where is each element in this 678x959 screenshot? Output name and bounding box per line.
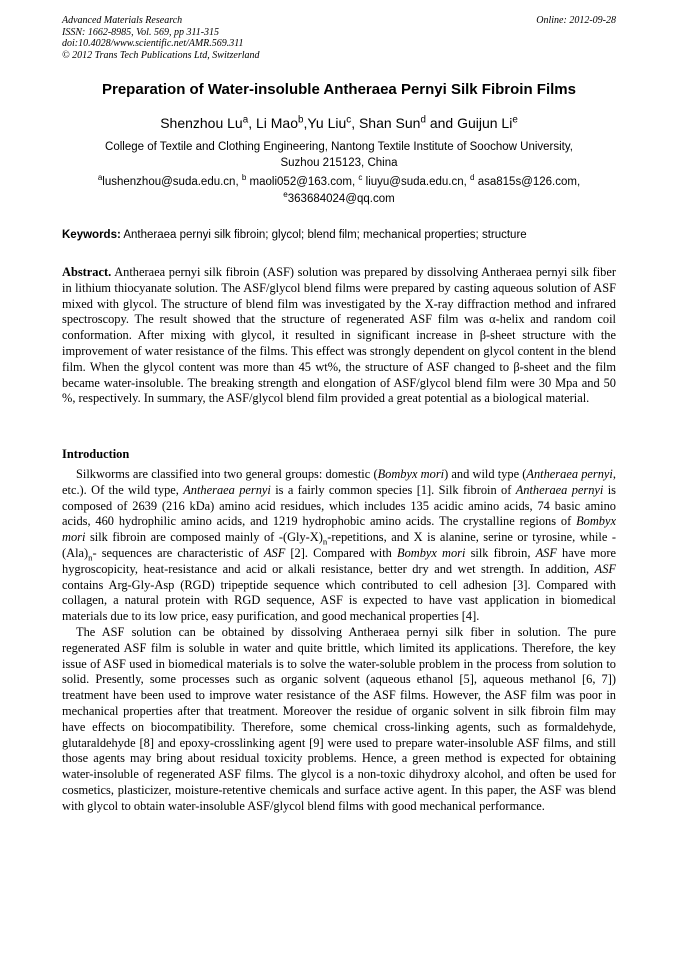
species-name: Antheraea pernyi (526, 467, 613, 481)
text-run: - sequences are characteristic of (92, 545, 264, 560)
paragraph (62, 467, 616, 625)
species-name: Bombyx mori (62, 514, 616, 545)
section-heading: Introduction (62, 447, 130, 461)
abstract-text: Antheraea pernyi silk fibroin (ASF) solution was prepared by dissolving Antheraea pernyi silk fiber in lithium thiocyanate solution. The ASF/glycol blend films were prepared by casting aqueous solution of ASF mixed with glycol. The structure of blend film was investigated by the X-ray diffraction method and infrared spectroscopy. The result showed that the structure of regenerated ASF film was α-helix and random coil conformation. After mixing with glycol, it resulted in significant increase in β-sheet structure with the improvement of water resistance of the films. This effect was strongly dependent on glycol content in the blend film. When the glycol content was more than 45 wt%, the structure of ASF changed to β-sheet and the film became water-insoluble. The breaking strength and elongation of ASF/glycol blend film were 30 Mpa and 50 %, respectively. In summary, the ASF/glycol blend film provided a great potential as a biological material. (62, 265, 616, 406)
abstract-label: Abstract. (62, 265, 112, 279)
email-mark: d (470, 173, 475, 183)
species-name: Bombyx mori (397, 545, 466, 560)
email-address[interactable]: lushenzhou@suda.edu.cn, (102, 176, 239, 188)
abbreviation: ASF (263, 545, 286, 560)
species-name: Antheraea pernyi (183, 482, 271, 497)
text-run: have more hygroscopicity, heat-resistance and acid or alkali resistance, better dry and wet strength. In addition, (62, 545, 617, 576)
running-header (62, 15, 616, 61)
keywords (62, 229, 616, 241)
keywords-text: Antheraea pernyi silk fibroin; glycol; blend film; mechanical properties; structure (120, 229, 527, 241)
species-name: Bombyx mori (377, 467, 445, 481)
abstract (62, 265, 616, 407)
author-mark: b (298, 114, 304, 126)
abbreviation: ASF (594, 561, 616, 576)
paper-title: Preparation of Water-insoluble Antheraea Pernyi Silk Fibroin Films (102, 81, 576, 98)
introduction-body (62, 467, 616, 815)
species-name: Antheraea pernyi (515, 482, 604, 497)
email-address[interactable]: 363684024@qq.com (287, 193, 395, 205)
author-name: Guijun Li (457, 115, 513, 131)
author-list: Shenzhou Lu$^a$, Li Mao$^b$,Yu Liu$^c$, Shan Sun$^d$ and Guijun Li$^e$ (160, 114, 518, 131)
author-mark: c (346, 114, 352, 126)
online-date: Online: 2012-09-28 (536, 15, 616, 26)
email-mark: a (97, 173, 103, 183)
email-mark: e (283, 190, 288, 200)
author-name: Shenzhou Lu (160, 115, 243, 131)
text-run: silk fibroin, (465, 545, 536, 560)
affiliation-line: Suzhou 215123, China (280, 157, 398, 169)
abbreviation: ASF (535, 545, 557, 560)
subscript: n (322, 536, 328, 547)
journal-name: Advanced Materials Research (62, 15, 183, 26)
issn-line: ISSN: 1662-8985, Vol. 569, pp 311-315 (62, 26, 220, 38)
affiliation (70, 139, 608, 171)
author-name: Shan Sun (358, 115, 421, 131)
subscript: n (88, 552, 93, 563)
author-conjunction: and (429, 115, 454, 131)
text-run: contains Arg-Gly-Asp (RGD) tripeptide sequence which contributed to cell adhesion [3]. Compared with collagen, a natural protein with RGD sequence, ASF is expected to have vast application in biomedical materials due to its low price, easy purification, and good mechanical properties [4]. (62, 577, 616, 624)
text-run: -repetitions, and X is alanine, serine or tyrosine, while -(Ala) (62, 530, 616, 560)
text-run: is composed of 2639 (216 kDa) amino acid residues, which includes 135 acidic amino acids, 74 basic amino acids, 460 hydrophilic amino acids, and 1219 hydrophobic amino acids. The crystalline regions of (62, 482, 616, 529)
author-mark: e (512, 114, 518, 126)
text-run: silk fibroin are composed mainly of -(Gly-X) (85, 530, 323, 545)
keywords-label: Keywords: (62, 229, 121, 241)
paragraph: The ASF solution can be obtained by dissolving Antheraea pernyi silk fiber in solution. The pure regenerated ASF film is soluble in water and quite brittle, which limited its applications. Therefore, the key issue of ASF used in biomedical materials is to solve the water-soluble problem in the process from solution to solid. Presently, some processes such as organic solvent (aqueous ethanol [5], aqueous methanol [6, 7]) treatment have been used to improve water resistance of the ASF films. However, the ASF film was poor in mechanical properties after that treatment. Moreover the residue of organic solvent in silk fibroin film may have effects on biocompatibility. Therefore, some chemical cross-linking agents, such as formaldehyde, glutaraldehyde [8] and epoxy-crosslinking agent [9] were used to prepare water-insoluble ASF films, and still those agents may bring about residual toxicity problems. Hence, a green method is expected for obtaining water-insoluble of regenerated ASF films. The glycol is a non-toxic dihydroxy alcohol, and often be used for cosmetics, plasticizer, moisture-retentive chemicals and surface active agent. In this paper, the ASF was blend with glycol to obtain water-insoluble ASF/glycol blend films with good mechanical performance. (62, 624, 616, 813)
author-name: Yu Liu (307, 115, 347, 131)
copyright-line: © 2012 Trans Tech Publications Ltd, Switzerland (62, 49, 260, 61)
author-name: Li Mao (255, 115, 298, 131)
text-run: , etc.). Of the wild type, (62, 467, 616, 497)
email-address[interactable]: asa815s@126.com, (477, 176, 581, 188)
author-mark: d (420, 114, 426, 126)
text-run: Silkworms are classified into two general groups: domestic ( (76, 467, 378, 481)
text-run: ) and wild type ( (444, 467, 527, 481)
email-mark: b (241, 173, 247, 183)
text-run: is a fairly common species [1]. Silk fibroin of (270, 482, 516, 497)
doi-line: doi:10.4028/www.scientific.net/AMR.569.311 (62, 38, 244, 49)
text-run: [2]. Compared with (285, 545, 397, 560)
affiliation-line: College of Textile and Clothing Engineering, Nantong Textile Institute of Soochow University, (105, 141, 573, 153)
email-address[interactable]: liuyu@suda.edu.cn, (365, 176, 467, 188)
email-list (62, 174, 616, 208)
email-mark: c (358, 173, 363, 183)
email-address[interactable]: maoli052@163.com, (249, 176, 356, 188)
author-mark: a (242, 114, 249, 126)
